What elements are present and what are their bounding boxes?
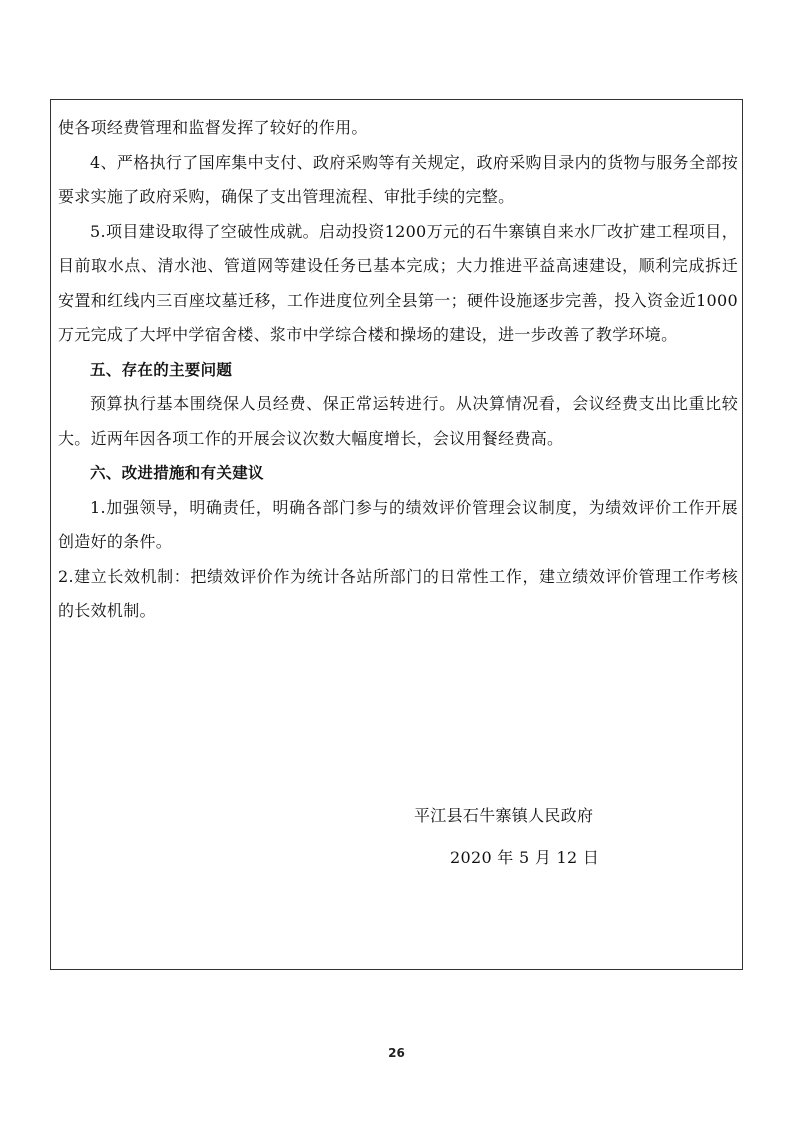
paragraph-suggestion-2: 2.建立长效机制：把绩效评价作为统计各站所部门的日常性工作，建立绩效评价管理工作考核的长效机制。	[58, 566, 738, 620]
signature-date: 2020 年 5 月 12 日	[450, 848, 600, 867]
page-number: 26	[388, 1046, 405, 1060]
paragraph-suggestion-1: 1.加强领导，明确责任，明确各部门参与的绩效评价管理会议制度，为绩效评价工作开展创造好的条件。	[58, 497, 738, 551]
section-heading-problems: 五、存在的主要问题	[90, 360, 233, 379]
paragraph-continuation: 使各项经费管理和监督发挥了较好的作用。	[58, 118, 368, 137]
paragraph-problems: 预算执行基本围绕保人员经费、保正常运转进行。从决算情况看，会议经费支出比重比较大。近两年因各项工作的开展会议次数大幅度增长，会议用餐经费高。	[58, 394, 738, 448]
section-heading-suggestions: 六、改进措施和有关建议	[90, 464, 264, 482]
signature-organization: 平江县石牛寨镇人民政府	[414, 806, 594, 825]
paragraph-item-4: 4、严格执行了国库集中支付、政府采购等有关规定，政府采购目录内的货物与服务全部按要求实施了政府采购，确保了支出管理流程、审批手续的完整。	[58, 152, 738, 206]
document-body	[58, 111, 738, 867]
paragraph-item-5: 5.项目建设取得了空破性成就。启动投资1200万元的石牛寨镇自来水厂改扩建工程项目，目前取水点、清水池、管道网等建设任务已基本完成；大力推进平益高速建设，顺利完成拆迁安置和红线内三百座坟墓迁移，工作进度位列全县第一；硬件设施逐步完善，投入资金近1000万元完成了大坪中学宿舍楼、浆市中学综合楼和操场的建设，进一步改善了教学环境。	[58, 221, 738, 344]
